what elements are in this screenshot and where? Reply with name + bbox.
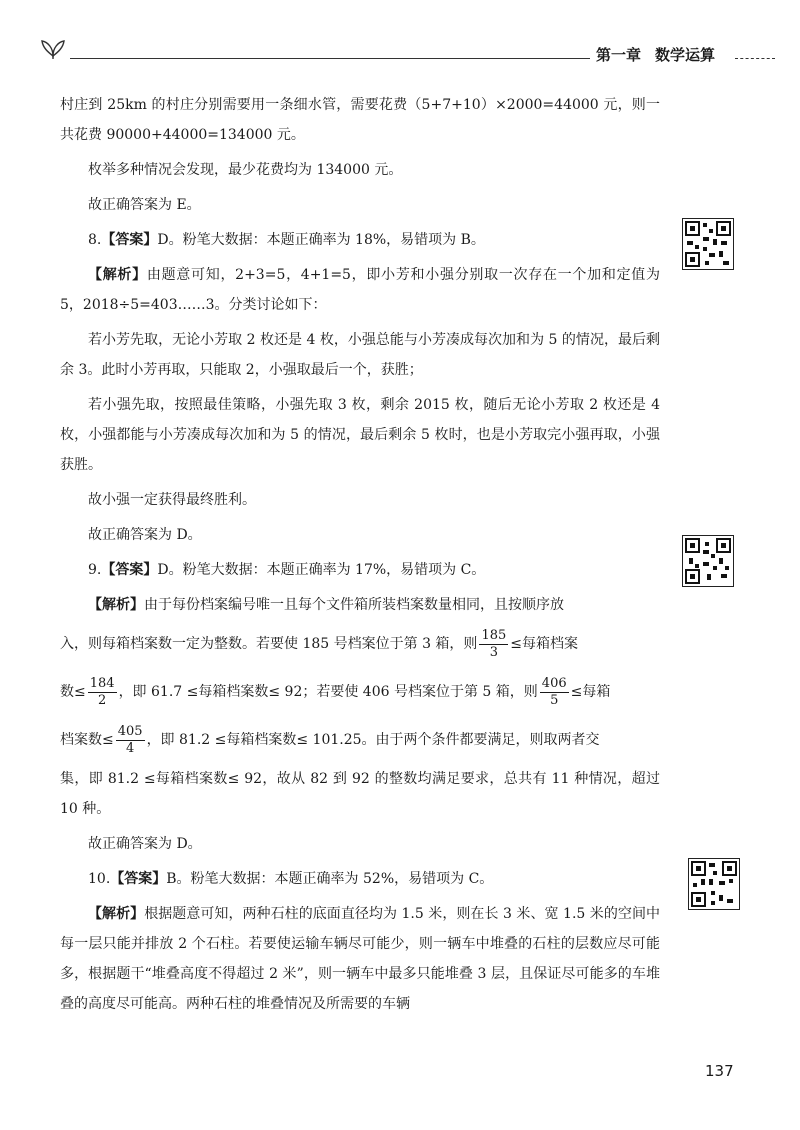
question-number: 8.	[88, 232, 102, 248]
answer-label: 【答案】	[110, 871, 167, 887]
answer-text: B。粉笔大数据：本题正确率为 52%，易错项为 C。	[166, 871, 494, 887]
q9-explanation-line	[60, 716, 660, 764]
fraction	[88, 676, 117, 709]
paragraph: 村庄到 25km 的村庄分别需要用一条细水管，需要花费（5+7+10）×2000=44000 元，则一共花费 90000+44000=134000 元。	[60, 97, 660, 143]
fraction-numerator: 184	[89, 675, 115, 691]
q9-explanation-line	[60, 620, 660, 668]
leaf-icon	[40, 36, 66, 60]
paragraph: 故正确答案为 D。	[88, 527, 202, 543]
fraction	[479, 628, 508, 661]
qr-code-icon[interactable]	[688, 858, 740, 910]
paragraph: 枚举多种情况会发现，最少花费均为 134000 元。	[88, 162, 403, 178]
text-run: 入，则每箱档案数一定为整数。若要使 185 号档案位于第 3 箱，则	[60, 636, 478, 652]
paragraph: 若小芳先取，无论小芳取 2 枚还是 4 枚，小强总能与小芳凑成每次加和为 5 的情况，最后剩余 3。此时小芳再取，只能取 2，小强取最后一个，获胜；	[60, 332, 660, 378]
page-body	[60, 90, 660, 1024]
answer-label: 【答案】	[101, 562, 158, 578]
q8-explanation	[60, 260, 660, 320]
paragraph: 故小强一定获得最终胜利。	[88, 492, 256, 508]
header-rule	[70, 58, 590, 59]
explanation-text: 由题意可知，2+3=5，4+1=5，即小芳和小强分别取一次存在一个加和定值为 5，2018÷5=403……3。分类讨论如下：	[60, 267, 660, 313]
fraction-numerator: 406	[541, 675, 567, 691]
chapter-name: 数学运算	[655, 46, 716, 64]
text-run: 数≤	[60, 684, 86, 700]
page-header	[40, 30, 770, 70]
text-run: ，即 81.2 ≤每箱档案数≤ 101.25。由于两个条件都要满足，则取两者交	[146, 732, 600, 748]
q8-answer	[60, 225, 660, 255]
text-run: ，即 61.7 ≤每箱档案数≤ 92；若要使 406 号档案位于第 5 箱，则	[118, 684, 538, 700]
explanation-text: 根据题意可知，两种石柱的底面直径均为 1.5 米，则在长 3 米、宽 1.5 米的空间中每一层只能并排放 2 个石柱。若要使运输车辆尽可能少，则一辆车中堆叠的石柱的层数应尽可能多，根据题干“堆叠高度不得超过 2 米”，则一辆车中最多只能堆叠 3 层，且保证尽可能多的车堆叠的高度尽可能高。两种石柱的堆叠情况及所需要的车辆	[60, 906, 660, 1012]
q10-explanation	[60, 899, 660, 1019]
answer-text: D。粉笔大数据：本题正确率为 17%，易错项为 C。	[157, 562, 486, 578]
q9-answer	[60, 555, 660, 585]
q9-explanation-line	[60, 668, 660, 716]
page-number: 137	[705, 1062, 734, 1080]
answer-text: D。粉笔大数据：本题正确率为 18%，易错项为 B。	[157, 232, 485, 248]
paragraph: 若小强先取，按照最佳策略，小强先取 3 枚，剩余 2015 枚，随后无论小芳取 2 枚还是 4 枚，小强都能与小芳凑成每次加和为 5 的情况，最后剩余 5 枚时，也是小芳取完小强再取，小强获胜。	[60, 397, 660, 473]
header-rule-tail	[735, 58, 775, 59]
question-number: 10.	[88, 871, 111, 887]
chapter-number: 第一章	[596, 46, 642, 64]
fraction-numerator: 185	[481, 627, 507, 643]
fraction-denominator: 5	[550, 692, 559, 708]
chapter-title	[596, 44, 715, 65]
text-run: ≤每箱	[570, 684, 611, 700]
fraction-denominator: 3	[489, 644, 498, 660]
qr-code-icon[interactable]	[682, 535, 734, 587]
text-run: 档案数≤	[60, 732, 114, 748]
fraction-denominator: 4	[126, 740, 135, 756]
explanation-label: 【解析】	[88, 906, 145, 922]
question-number: 9.	[88, 562, 102, 578]
text-run: ≤每箱档案	[510, 636, 578, 652]
paragraph: 集，即 81.2 ≤每箱档案数≤ 92，故从 82 到 92 的整数均满足要求，总共有 11 种情况，超过 10 种。	[60, 771, 660, 817]
fraction	[540, 676, 569, 709]
fraction-denominator: 2	[98, 692, 107, 708]
q10-answer	[60, 864, 660, 894]
explanation-label: 【解析】	[88, 597, 144, 613]
fraction-numerator: 405	[117, 723, 143, 739]
explanation-text: 由于每份档案编号唯一且每个文件箱所装档案数量相同，且按顺序放	[144, 597, 564, 613]
q9-explanation	[60, 590, 660, 620]
fraction	[116, 724, 145, 757]
qr-code-icon[interactable]	[682, 218, 734, 270]
paragraph: 故正确答案为 E。	[88, 197, 201, 213]
answer-label: 【答案】	[101, 232, 158, 248]
paragraph: 故正确答案为 D。	[88, 836, 202, 852]
explanation-label: 【解析】	[88, 267, 147, 283]
